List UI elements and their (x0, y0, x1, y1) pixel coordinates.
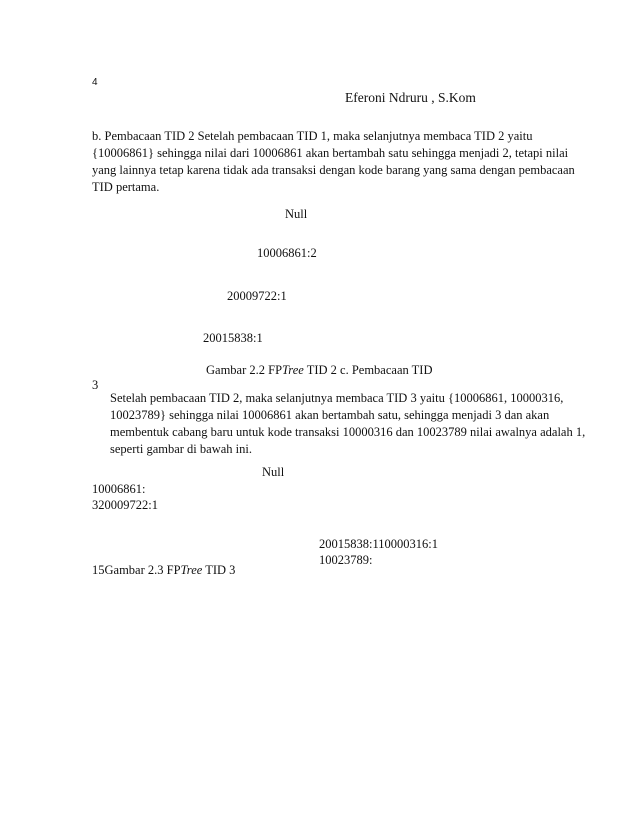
caption-prefix: Gambar 2.2 FP (206, 363, 283, 377)
paragraph-line: 10023789} sehingga nilai 10006861 akan bertambah satu, sehingga menjadi 3 dan akan (110, 408, 550, 422)
paragraph-line: yang lainnya tetap karena tidak ada transaksi dengan kode barang yang sama dengan pembacaan (92, 163, 575, 177)
tree1-null-node: Null (285, 207, 308, 221)
paragraph-line: seperti gambar di bawah ini. (110, 442, 252, 456)
tree2-left-node-line-2: 320009722:1 (92, 498, 158, 512)
caption-italic: Tree (282, 363, 304, 377)
tree2-right-node-line-2: 10023789: (319, 553, 373, 567)
figure-caption-2-2 (206, 362, 432, 379)
paragraph-line: TID pertama. (92, 180, 160, 194)
figure-caption-2-3 (92, 562, 235, 579)
caption-suffix: TID 2 c. Pembacaan TID (303, 363, 433, 377)
caption-italic: Tree (180, 563, 203, 577)
author-name: Eferoni Ndruru , S.Kom (345, 90, 476, 105)
tree1-node-10006861: 10006861:2 (257, 246, 317, 260)
paragraph-section-c (110, 390, 585, 458)
paragraph-section-b (92, 128, 575, 196)
tree1-node-20009722: 20009722:1 (227, 289, 287, 303)
paragraph-line: Setelah pembacaan TID 2, maka selanjutnya membaca TID 3 yaitu {10006861, 10000316, (110, 391, 564, 405)
paragraph-line: {10006861} sehingga nilai dari 10006861 akan bertambah satu sehingga menjadi 2, tetapi nilai (92, 146, 569, 160)
caption-suffix: TID 3 (202, 563, 236, 577)
section-c-number: 3 (92, 378, 99, 392)
caption-prefix: 15Gambar 2.3 FP (92, 563, 181, 577)
tree1-node-20015838: 20015838:1 (203, 331, 263, 345)
tree2-right-node-line-1: 20015838:110000316:1 (319, 537, 438, 551)
tree2-left-node-line-1: 10006861: (92, 482, 146, 496)
paragraph-line: membentuk cabang baru untuk kode transaksi 10000316 dan 10023789 nilai awalnya adalah 1, (110, 425, 586, 439)
tree2-null-node: Null (262, 465, 285, 479)
paragraph-line: b. Pembacaan TID 2 Setelah pembacaan TID 1, maka selanjutnya membaca TID 2 yaitu (92, 129, 533, 143)
page-number: 4 (92, 77, 98, 88)
